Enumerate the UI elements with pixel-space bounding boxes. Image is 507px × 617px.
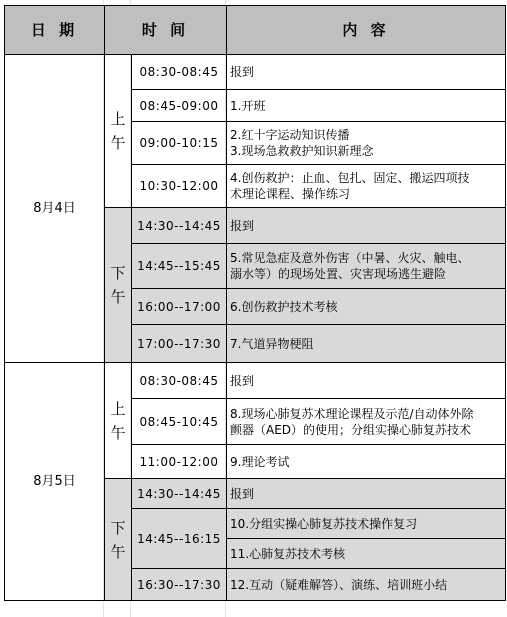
time-cell[interactable]: 17:00--17:30 <box>132 325 227 363</box>
schedule-table <box>4 5 506 601</box>
header-date[interactable]: 日 期 <box>5 6 105 55</box>
period-cell[interactable] <box>105 55 132 208</box>
content-line: 7.气道异物梗阻 <box>230 336 314 351</box>
content-line: 术理论课程、操作练习 <box>230 187 351 201</box>
content-line: 溺水等）的现场处置、灾害现场逃生避险 <box>230 267 447 281</box>
time-cell[interactable]: 14:45--16:15 <box>132 509 227 569</box>
date-cell[interactable]: 8月4日 <box>5 55 105 363</box>
content-cell[interactable] <box>227 363 506 399</box>
period-label-char: 午 <box>110 542 126 561</box>
time-cell[interactable]: 14:30--14:45 <box>132 208 227 244</box>
content-cell[interactable] <box>227 244 506 289</box>
content-cell[interactable] <box>227 399 506 445</box>
content-line: 6.创伤救护技术考核 <box>230 299 338 314</box>
content-line: 3.现场急救救护知识新理念 <box>230 144 374 158</box>
period-cell[interactable] <box>105 208 132 363</box>
content-cell[interactable] <box>227 539 506 569</box>
period-label-char: 下 <box>110 518 126 537</box>
header-time[interactable]: 时 间 <box>105 6 227 55</box>
content-line: 1.开班 <box>230 98 266 113</box>
content-cell[interactable] <box>227 90 506 122</box>
header-row <box>5 6 506 55</box>
time-cell[interactable]: 08:30-08:45 <box>132 363 227 399</box>
content-cell[interactable] <box>227 569 506 601</box>
content-line: 10.分组实操心肺复苏技术操作复习 <box>230 516 418 531</box>
time-cell[interactable]: 16:30--17:30 <box>132 569 227 601</box>
content-cell[interactable] <box>227 55 506 90</box>
time-cell[interactable]: 10:30-12:00 <box>132 165 227 208</box>
period-label-char: 上 <box>110 399 126 418</box>
content-cell[interactable] <box>227 325 506 363</box>
period-label-char: 上 <box>110 110 126 128</box>
content-line: 9.理论考试 <box>230 454 290 469</box>
content-line: 4.创伤救护：止血、包扎、固定、搬运四项技 <box>230 171 470 185</box>
content-cell[interactable] <box>227 509 506 539</box>
content-cell[interactable] <box>227 165 506 208</box>
date-cell[interactable]: 8月5日 <box>5 363 105 601</box>
time-cell[interactable]: 11:00-12:00 <box>132 445 227 479</box>
content-line: 报到 <box>230 486 255 501</box>
period-label-char: 下 <box>110 264 126 282</box>
content-line: 2.红十字运动知识传播 <box>230 128 350 142</box>
content-cell[interactable] <box>227 445 506 479</box>
content-line: 报到 <box>230 218 255 233</box>
schedule-body <box>5 55 506 601</box>
time-cell[interactable]: 16:00--17:00 <box>132 289 227 325</box>
period-label-char: 午 <box>110 288 126 306</box>
period-label-char: 午 <box>110 423 126 442</box>
time-cell[interactable]: 14:30--14:45 <box>132 479 227 509</box>
content-line: 5.常见急症及意外伤害（中暑、火灾、触电、 <box>230 251 470 265</box>
header-content[interactable]: 内 容 <box>227 6 506 55</box>
content-line: 报到 <box>230 65 255 79</box>
time-cell[interactable]: 08:30-08:45 <box>132 55 227 90</box>
content-cell[interactable] <box>227 122 506 165</box>
time-cell[interactable]: 09:00-10:15 <box>132 122 227 165</box>
period-label-char: 午 <box>110 134 126 152</box>
content-line: 8.现场心肺复苏术理论课程及示范/自动体外除 <box>230 406 474 421</box>
period-cell[interactable] <box>105 363 132 479</box>
content-cell[interactable] <box>227 479 506 509</box>
period-cell[interactable] <box>105 479 132 601</box>
content-line: 11.心肺复苏技术考核 <box>230 546 346 561</box>
time-cell[interactable]: 08:45-10:45 <box>132 399 227 445</box>
content-cell[interactable] <box>227 289 506 325</box>
time-cell[interactable]: 14:45--15:45 <box>132 244 227 289</box>
schedule-row <box>5 363 506 399</box>
content-cell[interactable] <box>227 208 506 244</box>
time-cell[interactable]: 08:45-09:00 <box>132 90 227 122</box>
content-line: 颤器（AED）的使用；分组实操心肺复苏技术 <box>230 422 472 437</box>
content-line: 报到 <box>230 373 255 388</box>
content-line: 12.互动（疑难解答）、演练、培训班小结 <box>230 577 448 592</box>
schedule-row <box>5 55 506 90</box>
